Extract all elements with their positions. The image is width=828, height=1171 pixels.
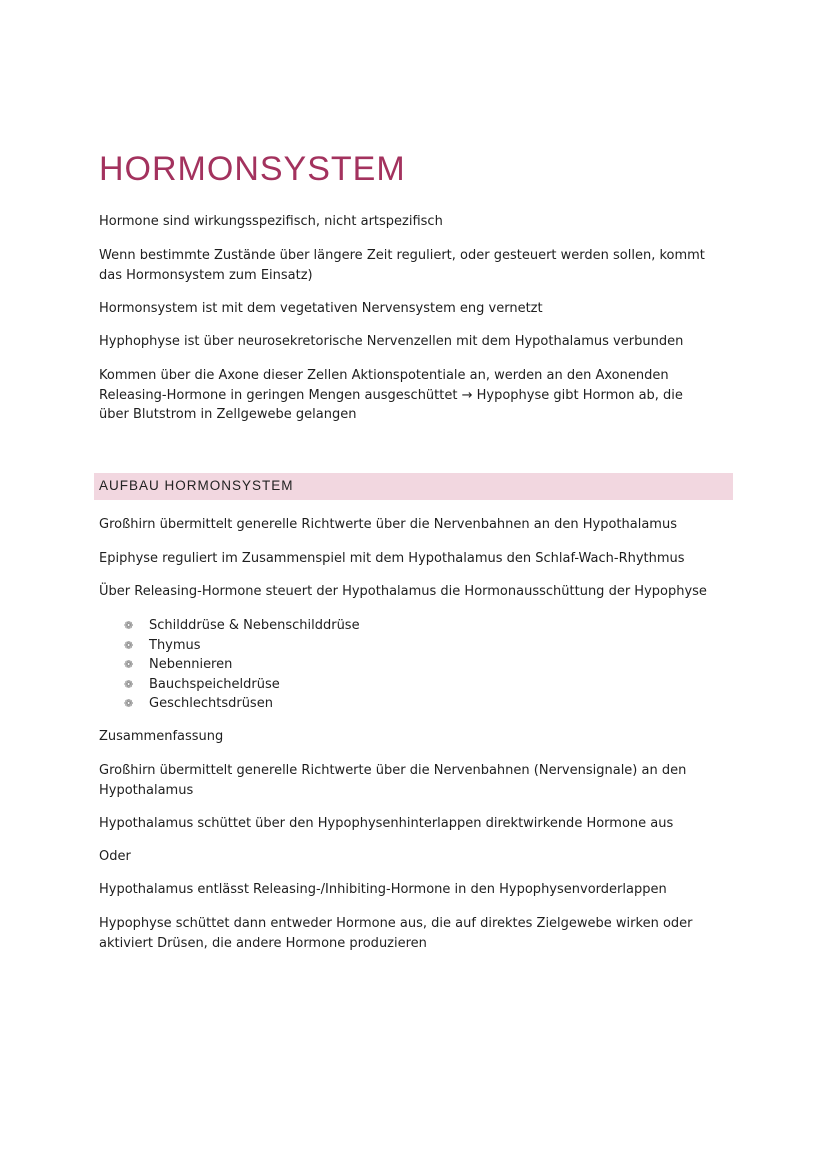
paragraph: Über Releasing-Hormone steuert der Hypothalamus die Hormonausschüttung der Hypophyse (99, 584, 707, 599)
paragraph: Großhirn übermittelt generelle Richtwerte über die Nervenbahnen (Nervensignale) an den Hypothalamus (99, 763, 687, 798)
flower-bullet-icon: ❁ (124, 619, 134, 632)
list-item (124, 636, 360, 656)
paragraph: Hyphophyse ist über neurosekretorische Nervenzellen mit dem Hypothalamus verbunden (99, 334, 684, 349)
paragraph: Wenn bestimmte Zustände über längere Zeit reguliert, oder gesteuert werden sollen, kommt das Hormonsystem zum Einsatz) (99, 248, 705, 283)
flower-bullet-icon: ❁ (124, 697, 134, 710)
list-item-label: Bauchspeicheldrüse (149, 676, 280, 692)
paragraph: Großhirn übermittelt generelle Richtwerte über die Nervenbahnen an den Hypothalamus (99, 517, 677, 532)
paragraph: Hypophyse schüttet dann entweder Hormone aus, die auf direktes Zielgewebe wirken oder aktiviert Drüsen, die andere Hormone produzieren (99, 916, 693, 951)
list-item-label: Geschlechtsdrüsen (149, 696, 273, 711)
paragraph: Hormonsystem ist mit dem vegetativen Nervensystem eng vernetzt (99, 301, 543, 316)
paragraph: Hypothalamus schüttet über den Hypophysenhinterlappen direktwirkende Hormone aus (99, 816, 674, 831)
section-heading: AUFBAU HORMONSYSTEM (99, 478, 294, 493)
gland-list (124, 616, 360, 714)
summary-label: Zusammenfassung (99, 729, 224, 744)
page-title: HORMONSYSTEM (99, 150, 406, 188)
list-item (124, 694, 360, 714)
list-item-label: Nebennieren (149, 657, 233, 672)
list-item-label: Thymus (149, 637, 201, 653)
list-item (124, 675, 360, 695)
paragraph: Kommen über die Axone dieser Zellen Aktionspotentiale an, werden an den Axonenden Releasing-Hormone in geringen Mengen ausgeschüttet → Hypophyse gibt Hormon ab, die über Blutstrom in Zellgewebe gelangen (99, 368, 683, 422)
paragraph: Oder (99, 849, 131, 864)
paragraph: Epiphyse reguliert im Zusammenspiel mit dem Hypothalamus den Schlaf-Wach-Rhythmus (99, 551, 685, 566)
list-item-label: Schilddrüse & Nebenschilddrüse (149, 618, 360, 633)
paragraph: Hypothalamus entlässt Releasing-/Inhibiting-Hormone in den Hypophysenvorderlappen (99, 882, 667, 897)
paragraph: Hormone sind wirkungsspezifisch, nicht artspezifisch (99, 214, 443, 229)
list-item (124, 616, 360, 636)
flower-bullet-icon: ❁ (124, 677, 134, 691)
flower-bullet-icon: ❁ (124, 658, 134, 671)
list-item (124, 655, 360, 675)
flower-bullet-icon: ❁ (124, 638, 134, 652)
section-heading-bar (94, 473, 733, 500)
